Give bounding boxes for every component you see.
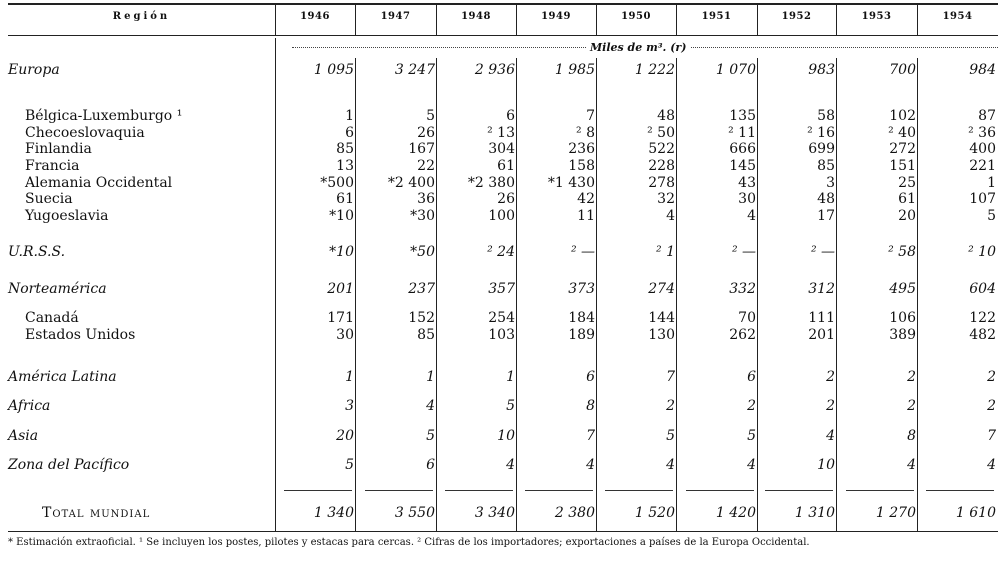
column-header-year: 1949 (541, 11, 571, 22)
table-cell: ² 24 (487, 244, 515, 260)
table-cell: 1 (506, 369, 515, 385)
table-cell: 7 (666, 369, 675, 385)
table-cell: 2 936 (474, 62, 515, 78)
table-cell: 11 (577, 208, 595, 224)
table-cell: 1 070 (715, 62, 756, 78)
column-header-year: 1947 (380, 11, 411, 22)
table-cell: ² — (731, 244, 756, 260)
table-cell: 111 (808, 310, 835, 326)
table-cell: 5 (426, 108, 435, 124)
table-cell: 221 (969, 158, 996, 174)
table-cell: 4 (666, 457, 675, 473)
table-cell: 145 (729, 158, 756, 174)
table-cell: 312 (808, 281, 835, 297)
table-cell: 237 (408, 281, 435, 297)
table-cell: 1 520 (634, 505, 675, 521)
column-header-region: Región (112, 11, 171, 22)
table-cell: 5 (506, 398, 515, 414)
column-separator (836, 58, 837, 531)
table-cell: 3 247 (394, 62, 435, 78)
table-cell: 1 420 (715, 505, 756, 521)
table-cell: 130 (648, 327, 675, 343)
table-cell: ² — (810, 244, 835, 260)
table-cell: 4 (907, 457, 916, 473)
table-cell: 48 (657, 108, 675, 124)
footnote: * Estimación extraoficial. ¹ Se incluyen los postes, pilotes y estacas para cercas. ² Cifras de los importadores; exportaciones a países de la Europa Occidental. (8, 537, 810, 548)
table-cell: 272 (889, 141, 916, 157)
table-cell: 4 (506, 457, 515, 473)
table-cell: 304 (488, 141, 515, 157)
table-cell: 666 (729, 141, 756, 157)
table-cell: 7 (586, 108, 595, 124)
region-label: Asia (8, 428, 39, 444)
region-label: Africa (8, 398, 51, 414)
unit-label: Miles de m³. (r) (586, 41, 690, 54)
table-cell: 43 (738, 175, 756, 191)
table-cell: 984 (969, 62, 996, 78)
table-cell: 32 (657, 191, 675, 207)
table-cell: 135 (729, 108, 756, 124)
region-label: Europa (8, 62, 60, 78)
total-underline (846, 490, 914, 491)
total-row-label: Total mundial (42, 505, 151, 521)
table-cell: 36 (417, 191, 435, 207)
table-cell: ² 36 (968, 125, 996, 141)
table-cell: 373 (568, 281, 595, 297)
table-cell: 1 310 (794, 505, 835, 521)
table-cell: 42 (577, 191, 595, 207)
country-label: Bélgica-Luxemburgo ¹ (25, 108, 183, 124)
column-header-year: 1951 (701, 11, 732, 22)
table-cell: 106 (889, 310, 916, 326)
table-cell: 6 (747, 369, 756, 385)
table-cell: 2 380 (554, 505, 595, 521)
table-cell: 262 (729, 327, 756, 343)
column-header-year: 1952 (781, 11, 812, 22)
table-cell: 4 (826, 428, 835, 444)
table-cell: 2 (987, 398, 996, 414)
table-cell: 1 095 (313, 62, 354, 78)
table-cell: 102 (889, 108, 916, 124)
table-cell: 201 (808, 327, 835, 343)
table-cell: *50 (410, 244, 435, 260)
table-cell: 26 (417, 125, 435, 141)
table-cell: 61 (497, 158, 515, 174)
column-header-year: 1950 (621, 11, 651, 22)
table-cell: 61 (898, 191, 916, 207)
table-cell: 70 (738, 310, 756, 326)
table-cell: 254 (488, 310, 515, 326)
table-cell: 201 (327, 281, 354, 297)
country-label: Yugoeslavia (25, 208, 109, 224)
table-cell: *2 380 (467, 175, 515, 191)
header-top-rule (8, 3, 998, 5)
country-label: Alemania Occidental (25, 175, 173, 191)
country-label: Finlandia (25, 141, 92, 157)
country-label: Francia (25, 158, 80, 174)
table-cell: 2 (666, 398, 675, 414)
column-header-year: 1946 (300, 11, 330, 22)
table-cell: 4 (666, 208, 675, 224)
table-cell: 144 (648, 310, 675, 326)
table-cell: 20 (336, 428, 354, 444)
table-cell: 87 (978, 108, 996, 124)
table-cell: 4 (987, 457, 996, 473)
table-cell: 17 (817, 208, 835, 224)
region-label: U.R.S.S. (8, 244, 66, 260)
table-cell: 1 (987, 175, 996, 191)
total-underline (365, 490, 433, 491)
table-cell: 171 (327, 310, 354, 326)
column-header-year: 1954 (942, 11, 973, 22)
table-cell: 158 (568, 158, 595, 174)
table-cell: 2 (907, 369, 916, 385)
table-cell: 7 (987, 428, 996, 444)
table-cell: 2 (747, 398, 756, 414)
table-cell: *2 400 (387, 175, 435, 191)
country-label: Canadá (25, 310, 79, 326)
table-cell: 30 (738, 191, 756, 207)
table-cell: 4 (426, 398, 435, 414)
table-cell: 8 (907, 428, 916, 444)
table-cell: 400 (969, 141, 996, 157)
column-separator (436, 58, 437, 531)
total-underline (765, 490, 833, 491)
table-cell: 357 (488, 281, 515, 297)
table-cell: 85 (417, 327, 435, 343)
total-underline (445, 490, 513, 491)
table-cell: 5 (345, 457, 354, 473)
table-cell: 700 (889, 62, 916, 78)
table-cell: 6 (426, 457, 435, 473)
country-label: Estados Unidos (25, 327, 136, 343)
table-cell: 151 (889, 158, 916, 174)
table-cell: 236 (568, 141, 595, 157)
total-underline (605, 490, 673, 491)
table-cell: 3 (826, 175, 835, 191)
table-cell: ² 50 (647, 125, 675, 141)
total-underline (284, 490, 352, 491)
table-cell: 522 (648, 141, 675, 157)
table-cell: ² 11 (728, 125, 756, 141)
region-label: Norteamérica (8, 281, 107, 297)
table-cell: ² 8 (576, 125, 595, 141)
table-cell: ² 10 (968, 244, 996, 260)
table-cell: 983 (808, 62, 835, 78)
table-cell: *30 (410, 208, 435, 224)
table-cell: 1 (345, 369, 354, 385)
column-header-year: 1948 (461, 11, 491, 22)
table-cell: *500 (320, 175, 354, 191)
table-cell: 6 (506, 108, 515, 124)
table-cell: 1 (426, 369, 435, 385)
table-cell: ² — (570, 244, 595, 260)
column-separator (516, 58, 517, 531)
table-cell: 107 (969, 191, 996, 207)
column-separator (917, 58, 918, 531)
table-cell: 85 (336, 141, 354, 157)
table-cell: 10 (497, 428, 515, 444)
table-cell: 167 (408, 141, 435, 157)
table-cell: 30 (336, 327, 354, 343)
table-cell: 4 (747, 208, 756, 224)
table-cell: *10 (329, 244, 354, 260)
table-cell: 1 985 (554, 62, 595, 78)
country-label: Checoeslovaquia (25, 125, 145, 141)
table-cell: 5 (426, 428, 435, 444)
table-cell: 6 (586, 369, 595, 385)
table-cell: 5 (666, 428, 675, 444)
table-cell: 7 (586, 428, 595, 444)
table-cell: 274 (648, 281, 675, 297)
table-cell: 4 (586, 457, 595, 473)
table-cell: 6 (345, 125, 354, 141)
table-cell: 22 (417, 158, 435, 174)
table-cell: 4 (747, 457, 756, 473)
table-cell: 61 (336, 191, 354, 207)
table-cell: 26 (497, 191, 515, 207)
table-cell: 482 (969, 327, 996, 343)
table-cell: 699 (808, 141, 835, 157)
header-bottom-rule (8, 35, 998, 36)
total-underline (525, 490, 593, 491)
column-separator (275, 38, 276, 531)
column-separator (355, 58, 356, 531)
table-cell: 1 610 (955, 505, 996, 521)
table-cell: *10 (329, 208, 354, 224)
table-cell: ² 13 (487, 125, 515, 141)
table-cell: 3 (345, 398, 354, 414)
table-cell: 495 (889, 281, 916, 297)
table-cell: 189 (568, 327, 595, 343)
country-label: Suecia (25, 191, 73, 207)
table-cell: 48 (817, 191, 835, 207)
table-cell: 278 (648, 175, 675, 191)
table-cell: 1 270 (875, 505, 916, 521)
table-cell: 103 (488, 327, 515, 343)
total-underline (686, 490, 754, 491)
column-header-year: 1953 (861, 11, 892, 22)
table-cell: 5 (747, 428, 756, 444)
table-cell: ² 1 (656, 244, 675, 260)
table-cell: ² 40 (888, 125, 916, 141)
region-label: América Latina (8, 369, 117, 385)
table-cell: 2 (826, 369, 835, 385)
table-cell: 58 (817, 108, 835, 124)
table-cell: 85 (817, 158, 835, 174)
table-bottom-rule (8, 531, 998, 532)
table-cell: 332 (729, 281, 756, 297)
table-cell: 2 (907, 398, 916, 414)
region-label: Zona del Pacífico (8, 457, 130, 473)
column-separator (596, 58, 597, 531)
column-separator (676, 58, 677, 531)
column-separator (757, 58, 758, 531)
table-cell: 2 (987, 369, 996, 385)
table-cell: 1 340 (313, 505, 354, 521)
table-cell: 100 (488, 208, 515, 224)
table-cell: *1 430 (547, 175, 595, 191)
total-underline (926, 490, 994, 491)
table-cell: 25 (898, 175, 916, 191)
table-cell: 3 340 (474, 505, 515, 521)
table-cell: 389 (889, 327, 916, 343)
table-cell: 2 (826, 398, 835, 414)
table-cell: 8 (586, 398, 595, 414)
table-cell: 5 (987, 208, 996, 224)
table-cell: 1 222 (634, 62, 675, 78)
table-cell: 122 (969, 310, 996, 326)
table-cell: 1 (345, 108, 354, 124)
table-cell: 228 (648, 158, 675, 174)
table-cell: 604 (969, 281, 996, 297)
table-cell: ² 58 (888, 244, 916, 260)
table-cell: 10 (817, 457, 835, 473)
table-cell: 184 (568, 310, 595, 326)
table-cell: 152 (408, 310, 435, 326)
table-cell: 3 550 (394, 505, 435, 521)
table-cell: 20 (898, 208, 916, 224)
table-cell: 13 (336, 158, 354, 174)
table-cell: ² 16 (807, 125, 835, 141)
